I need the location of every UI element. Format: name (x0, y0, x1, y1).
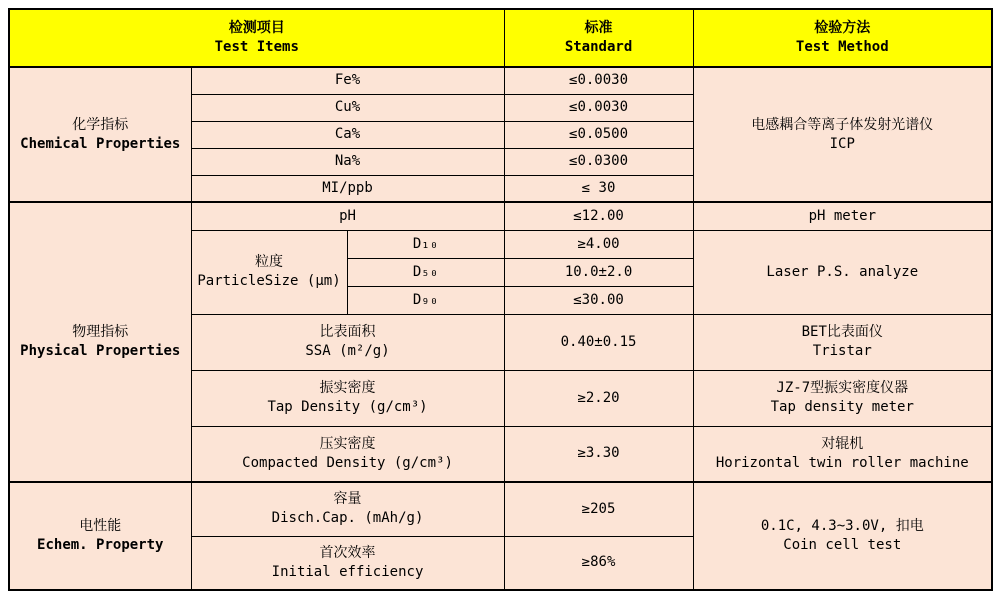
capacity-en: Disch.Cap. (mAh/g) (271, 510, 424, 527)
header-standard-en: Standard (564, 39, 633, 55)
header-test-items-en: Test Items (214, 39, 299, 55)
item-cell-compacted-density (191, 426, 504, 482)
category-echem-en: Echem. Property (37, 537, 164, 553)
standard-cell-tap-density: ≥2.20 (504, 370, 693, 426)
table-row-ph (9, 202, 992, 230)
method-cell-tap-meter (693, 370, 992, 426)
category-physical-zh: 物理指标 (72, 324, 129, 341)
item-cell-d10: D₁₀ (347, 230, 504, 258)
item-cell-ca: Ca% (191, 121, 504, 148)
method-coin-en: Coin cell test (783, 537, 902, 553)
header-cell-test-method (693, 9, 992, 67)
header-cell-test-items (9, 9, 504, 67)
ssa-en: SSA (m²/g) (305, 343, 390, 359)
item-cell-fe: Fe% (191, 67, 504, 94)
standard-cell-cu: ≤0.0030 (504, 94, 693, 121)
method-bet-zh: BET比表面仪 (801, 324, 883, 341)
item-cell-na: Na% (191, 148, 504, 175)
header-test-method-en: Test Method (795, 39, 889, 55)
item-cell-ph: pH (191, 202, 504, 230)
method-tap-zh: JZ-7型振实密度仪器 (776, 380, 909, 397)
category-chemical-zh: 化学指标 (72, 116, 129, 133)
header-standard-zh: 标准 (584, 20, 613, 37)
category-physical-en: Physical Properties (20, 343, 181, 359)
table-row-fe (9, 67, 992, 94)
standard-cell-ca: ≤0.0500 (504, 121, 693, 148)
table-header-row (9, 9, 992, 67)
method-coin-zh: 0.1C, 4.3~3.0V, 扣电 (760, 518, 924, 535)
item-cell-d90: D₉₀ (347, 286, 504, 314)
particle-size-zh: 粒度 (255, 254, 283, 271)
method-cell-coin-cell (693, 482, 992, 590)
product-spec-table (8, 8, 993, 591)
item-cell-efficiency (191, 536, 504, 590)
capacity-zh: 容量 (333, 491, 362, 508)
ssa-zh: 比表面积 (319, 324, 376, 341)
method-tap-en: Tap density meter (770, 399, 914, 415)
method-roller-zh: 对辊机 (821, 435, 864, 452)
standard-cell-d50: 10.0±2.0 (504, 258, 693, 286)
item-cell-ssa (191, 314, 504, 370)
standard-cell-na: ≤0.0300 (504, 148, 693, 175)
item-cell-mi: MI/ppb (191, 175, 504, 202)
standard-cell-d10: ≥4.00 (504, 230, 693, 258)
method-cell-laser: Laser P.S. analyze (693, 230, 992, 314)
standard-cell-d90: ≤30.00 (504, 286, 693, 314)
category-cell-chemical (9, 67, 191, 202)
efficiency-zh: 首次效率 (319, 544, 376, 561)
category-cell-physical (9, 202, 191, 482)
tap-density-zh: 振实密度 (319, 380, 376, 397)
standard-cell-ssa: 0.40±0.15 (504, 314, 693, 370)
method-icp-en: ICP (829, 135, 855, 152)
standard-cell-mi: ≤ 30 (504, 175, 693, 202)
method-bet-en: Tristar (812, 343, 872, 359)
tap-density-en: Tap Density (g/cm³) (267, 399, 428, 415)
standard-cell-fe: ≤0.0030 (504, 67, 693, 94)
method-roller-en: Horizontal twin roller machine (715, 454, 969, 471)
compacted-density-en: Compacted Density (g/cm³) (242, 454, 453, 471)
standard-cell-ph: ≤12.00 (504, 202, 693, 230)
item-cell-d50: D₅₀ (347, 258, 504, 286)
category-cell-echem (9, 482, 191, 590)
standard-cell-compacted-density: ≥3.30 (504, 426, 693, 482)
method-cell-ph-meter: pH meter (693, 202, 992, 230)
compacted-density-zh: 压实密度 (319, 435, 376, 452)
item-cell-particle-size (191, 230, 347, 314)
header-test-method-zh: 检验方法 (814, 20, 871, 37)
method-cell-roller (693, 426, 992, 482)
method-cell-icp (693, 67, 992, 202)
table-row-capacity (9, 482, 992, 536)
item-cell-tap-density (191, 370, 504, 426)
category-echem-zh: 电性能 (79, 518, 122, 535)
category-chemical-en: Chemical Properties (20, 135, 181, 152)
header-cell-standard (504, 9, 693, 67)
method-cell-bet (693, 314, 992, 370)
method-icp-zh: 电感耦合等离子体发射光谱仪 (751, 116, 934, 133)
item-cell-capacity (191, 482, 504, 536)
efficiency-en: Initial efficiency (271, 563, 424, 580)
item-cell-cu: Cu% (191, 94, 504, 121)
standard-cell-capacity: ≥205 (504, 482, 693, 536)
particle-size-en: ParticleSize (μm) (197, 273, 341, 289)
header-test-items-zh: 检测项目 (228, 20, 285, 37)
standard-cell-efficiency: ≥86% (504, 536, 693, 590)
